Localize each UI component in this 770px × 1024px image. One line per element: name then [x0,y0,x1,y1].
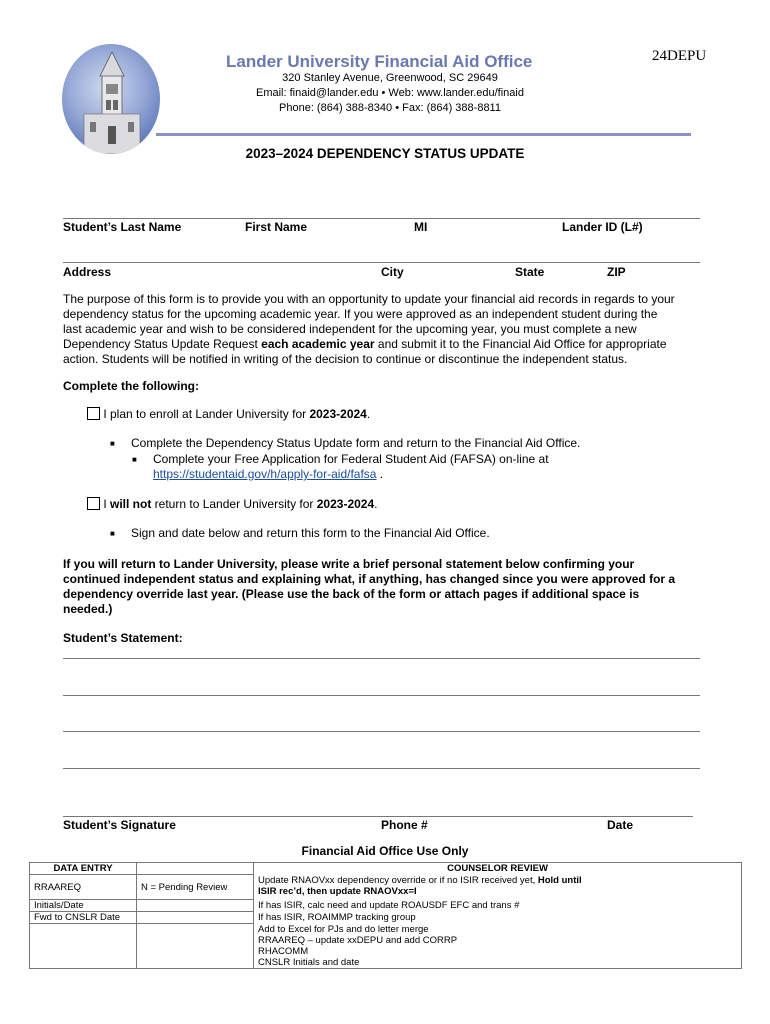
first-name-label: First Name [245,220,308,234]
signature-line[interactable] [63,816,693,817]
office-use-heading: Financial Aid Office Use Only [301,844,469,858]
review-emphasis: Hold until [537,874,582,886]
office-address: 320 Stanley Avenue, Greenwood, SC 29649 [282,72,498,84]
purpose-text: Dependency Status Update Request [63,337,262,351]
form-title: 2023–2024 DEPENDENCY STATUS UPDATE [245,146,525,161]
bullet-icon: ■ [110,529,115,538]
fwd-cell: Fwd to CNSLR Date [30,912,137,924]
blank-cell [137,935,254,946]
blank-cell [137,863,254,875]
address-line[interactable] [63,262,700,263]
counselor-review-header: COUNSELOR REVIEW [254,863,742,875]
review-step: If has ISIR, calc need and update ROAUSDF EFC and trans # [254,900,742,912]
initials-cell: Initials/Date [30,900,137,912]
header-divider [156,133,691,136]
date-label: Date [607,818,634,832]
university-seal-logo [62,44,160,154]
rraareq-cell: RRAAREQ [30,875,137,900]
lander-id-label: Lander ID (L#) [562,220,643,234]
purpose-line: dependency status for the upcoming academic year. If you were approved as an independent student during the [63,307,658,321]
blank-cell [30,946,137,957]
purpose-text: and submit it to the Financial Aid Office for appropriate [374,337,667,351]
review-step: Add to Excel for PJs and do letter merge [254,924,742,935]
data-entry-header: DATA ENTRY [30,863,137,875]
purpose-line: The purpose of this form is to provide you with an opportunity to update your financial aid records in regards to your [63,292,675,306]
option-not-return-text: I [103,497,111,511]
office-phone: Phone: (864) 388-8340 • Fax: (864) 388-8811 [279,102,501,114]
instruction-line: continued independent status and explaining what, if anything, has changed since you were approved for a [63,572,676,586]
instruction-line: If you will return to Lander University, please write a brief personal statement below confirming your [63,557,635,571]
blank-cell [30,957,137,969]
signature-label: Student’s Signature [63,818,176,832]
purpose-paragraph [63,292,713,367]
option-enroll [87,407,370,421]
purpose-line: action. Students will be notified in writing of the decision to continue or discontinue the independent status. [63,352,628,366]
tower-illustration [62,44,160,154]
last-name-label: Student’s Last Name [63,220,182,234]
review-step: CNSLR Initials and date [254,957,742,969]
fafsa-link-end: . [376,467,384,481]
office-use-table [29,862,742,969]
complete-heading: Complete the following: [63,379,199,393]
review-emphasis: ISIR rec’d, then update RNAOVxx=I [258,885,417,897]
city-label: City [381,265,404,279]
fafsa-instruction: Complete your Free Application for Federal Student Aid (FAFSA) on-line at [153,452,549,466]
blank-cell [137,924,254,935]
enroll-checkbox[interactable] [87,407,100,420]
statement-line[interactable] [63,768,700,769]
review-step: RHACOMM [254,946,742,957]
statement-line[interactable] [63,731,700,732]
option-enroll-text: I plan to enroll at Lander University for [103,407,310,421]
purpose-line [63,337,713,352]
statement-label: Student’s Statement: [63,631,183,645]
fafsa-link[interactable]: https://studentaid.gov/h/apply-for-aid/fafsa [153,467,377,481]
phone-label: Phone # [381,818,428,832]
zip-label: ZIP [607,265,626,279]
option-enroll-year: 2023-2024 [309,407,367,421]
review-text: Update RNAOVxx dependency override or if no ISIR received yet, [258,874,538,886]
review-step: RRAAREQ – update xxDEPU and add CORRP [254,935,742,946]
option-not-return-emphasis: will not [110,497,152,511]
blank-cell[interactable] [137,912,254,924]
option-enroll-text: . [366,407,371,421]
blank-cell [137,946,254,957]
office-title: Lander University Financial Aid Office [226,52,533,71]
enroll-instruction: Complete the Dependency Status Update form and return to the Financial Aid Office. [131,436,581,450]
office-contact: Email: finaid@lander.edu • Web: www.lander.edu/finaid [256,87,524,99]
address-label: Address [63,265,112,279]
not-return-checkbox[interactable] [87,497,100,510]
not-return-instruction: Sign and date below and return this form to the Financial Aid Office. [131,526,490,540]
option-not-return-text: . [374,497,378,511]
pending-cell: N = Pending Review [137,875,254,900]
state-label: State [515,265,545,279]
blank-cell [30,924,137,935]
bullet-icon: ■ [110,439,115,448]
blank-cell [137,957,254,969]
purpose-emphasis: each academic year [261,337,375,351]
blank-cell [30,935,137,946]
instruction-line: needed.) [63,602,113,616]
name-line[interactable] [63,218,700,219]
bullet-icon: ■ [132,455,137,464]
blank-cell[interactable] [137,900,254,912]
review-step [254,875,742,900]
form-code: 24DEPU [652,48,707,64]
purpose-line: last academic year and wish to be considered independent for the upcoming year, you must complete a new [63,322,637,336]
fafsa-link-line [153,467,383,481]
statement-line[interactable] [63,695,700,696]
review-step: If has ISIR, ROAIMMP tracking group [254,912,742,924]
mi-label: MI [414,220,428,234]
statement-line[interactable] [63,658,700,659]
return-instructions [63,557,713,617]
option-not-return [87,497,377,511]
instruction-line: dependency override last year. (Please use the back of the form or attach pages if additional space is [63,587,640,601]
option-not-return-text: return to Lander University for [151,497,317,511]
option-not-return-year: 2023-2024 [316,497,375,511]
